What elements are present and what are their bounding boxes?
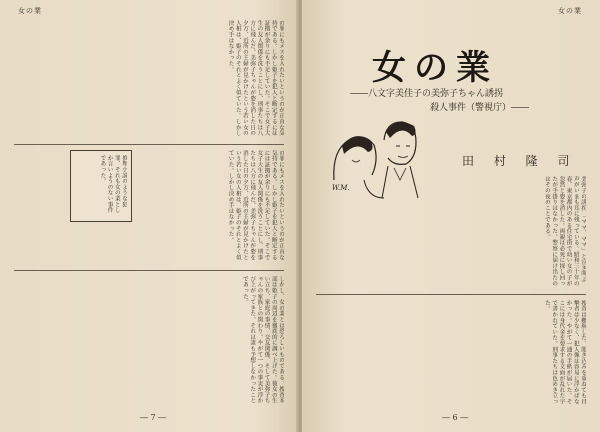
running-head: 女の業 (18, 7, 42, 15)
column-rule (14, 144, 284, 145)
boxed-note-text: 推理小説のような犯罪、それも女の業としか言いようのない事件であった。 (99, 155, 127, 213)
middle-text-band (14, 150, 284, 264)
body-text: 捜査は難航した。聞き込みを重ねても目撃者は少なく、犯人像は容易に浮かばなかった。やがて一通の手紙が届いた。そこには身代金を要求する文面が乱れた字で書かれていた。刑事たちは色めき立った。 (543, 300, 586, 405)
lower-text-band (316, 300, 586, 406)
case-label: 殺人事件（警視庁）―― (430, 103, 530, 113)
article-title: 女の業 (372, 48, 498, 88)
illustrator-signature: W.M. (332, 184, 350, 192)
column-rule (14, 270, 284, 271)
running-head: 女の業 (558, 7, 582, 15)
body-text: の罪にもメスを入れたいというのが正直な気持である。しかし姫子を犯人と断定するには証拠が余りにも不足していた。そこで女子大生の友人関係を洗うことにし、刑事たちは八方に飛んだ。美弥子ちゃんが姿を消した日の夕方、近所の主婦が見かけたという若い女の人相は、姫子のそれとよく似ていた。しかし決め手はなかった。 (227, 20, 284, 136)
page-number: ― 6 ― (442, 413, 469, 422)
body-text: の罪にもメスを入れたいというのが正直な気持である。しかし姫子を犯人と断定するには証拠が余りにも不足していた。そこで女子大生の友人関係を洗うことにし、刑事たちは八方に飛んだ。美弥子ちゃんが姿を消した日の夕方、近所の主婦が見かけたという若い女の人相は、姫子のそれとよく似ていた。しかし決め手はなかった。 (227, 150, 284, 261)
body-text: 美弥子の誘拐 「ママ、ママ」と泣き叫ぶ声がいまも耳に残っている。昭和三十年の春、東京都内のある住宅街で幼い女の子が忽然と姿を消した。両親は必死に探し回ったが手掛りはなかった。警察に届け出たのはその夜のことである。 (543, 176, 586, 287)
boxed-note (70, 150, 132, 222)
right-page (302, 0, 600, 432)
lower-text-band (14, 276, 284, 406)
body-text: しかし、女の業とは恐ろしいものである。捜査本部は姫子の周辺を徹底的に調べ上げた。彼女の生い立ち、家庭の事情、交友関係、そして美弥子ちゃんの家族との関わり。やがて一つの事実が浮かび上がってきた。それは誰も予想しなかったことであった。 (241, 276, 284, 404)
top-text-band (14, 20, 284, 138)
article-subtitle: ――八文字美佳子の美弥子ちゃん誘拐 (350, 89, 504, 99)
middle-text-band (316, 176, 586, 288)
author-name: 田 村 隆 司 (462, 154, 578, 168)
page-number: ― 7 ― (140, 413, 167, 422)
left-page (0, 0, 298, 432)
column-rule (316, 294, 586, 295)
